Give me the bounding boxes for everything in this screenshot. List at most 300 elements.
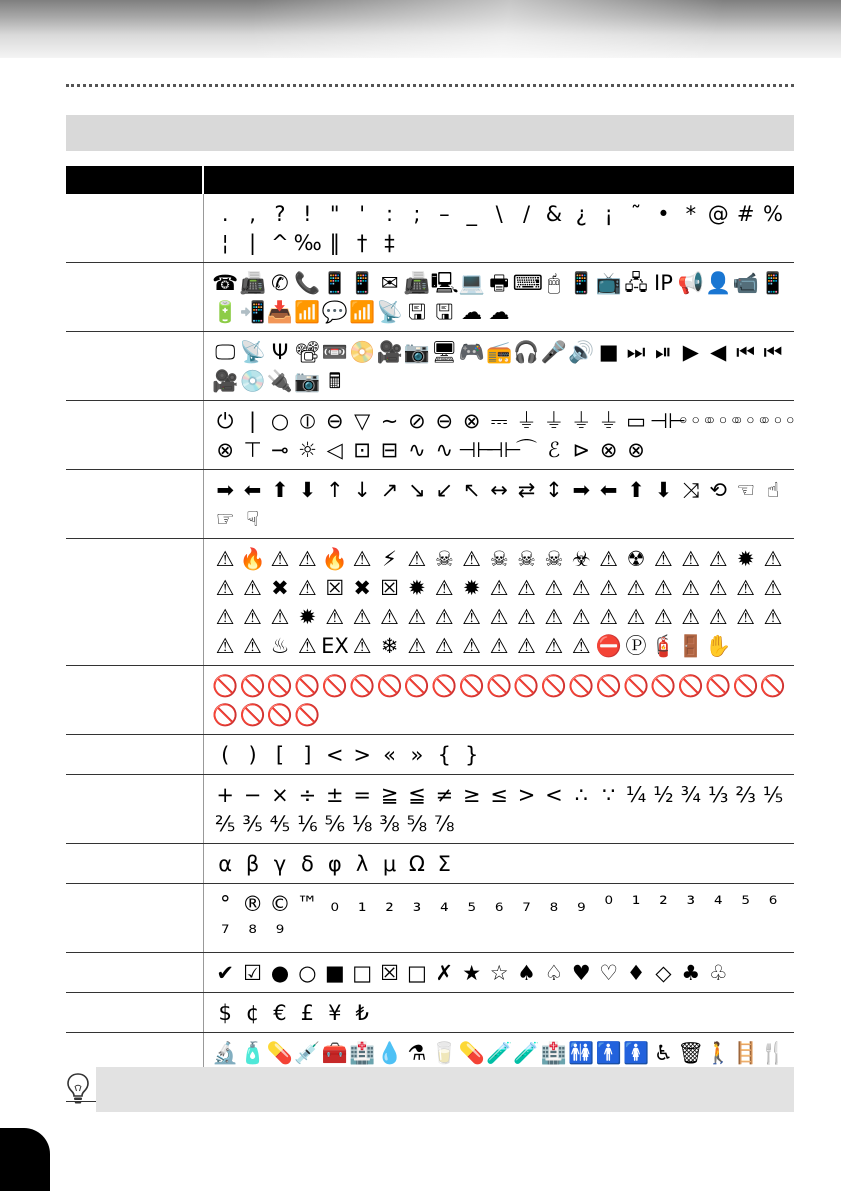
symbol-list — [204, 194, 795, 262]
table-row — [66, 953, 794, 993]
symbol: ⏚ — [515, 409, 537, 433]
symbol: 🚻 — [568, 1041, 595, 1065]
symbol: & — [545, 202, 563, 226]
symbol: ⊘ — [408, 409, 426, 433]
symbol: 📱 — [321, 271, 348, 295]
symbol: * — [685, 202, 697, 226]
symbol: ⚠ — [434, 634, 454, 658]
symbols-cell-greek — [203, 844, 794, 884]
symbol: ✗ — [435, 961, 454, 985]
section-bar — [66, 115, 794, 151]
symbol: ⚠ — [681, 605, 701, 629]
symbol: ⚠ — [571, 634, 591, 658]
symbol: 🖶 — [489, 271, 510, 295]
symbols-cell-business — [203, 263, 794, 332]
symbol: ➡ — [572, 478, 591, 502]
symbol: 🚫 — [294, 674, 321, 698]
table-row — [66, 263, 794, 332]
symbol: 🚫 — [540, 674, 567, 698]
symbol: [ — [275, 743, 285, 767]
symbol: ☝ — [766, 478, 780, 502]
symbol: ↗ — [380, 478, 399, 502]
symbol: ⚠ — [544, 605, 564, 629]
symbol: 🎥 — [376, 340, 403, 364]
symbol: ⚠ — [407, 634, 427, 658]
symbol: ⚠ — [599, 605, 619, 629]
symbol: ☆ — [489, 961, 509, 985]
symbol: 🚫 — [294, 703, 321, 727]
symbol: 🚫 — [650, 674, 677, 698]
symbol: ♨ — [270, 634, 290, 658]
symbol: 🚫 — [376, 674, 403, 698]
symbol: ! — [303, 202, 312, 226]
symbol: ☢ — [626, 547, 646, 571]
table-header-row — [66, 166, 794, 194]
symbol: ⚡ — [382, 547, 397, 571]
symbol: ▭ — [626, 409, 646, 433]
symbol: ➡ — [216, 478, 234, 502]
symbol: ☒ — [380, 576, 399, 600]
symbol: ⚗ — [407, 1041, 427, 1065]
symbol: ⊤ — [243, 438, 262, 462]
symbol: ⬇ — [298, 478, 317, 502]
symbol: 💊 — [266, 1041, 294, 1065]
symbol: ⚠ — [599, 576, 619, 600]
symbol-list — [204, 735, 795, 774]
symbol: ™ — [296, 892, 318, 916]
symbol-list — [204, 332, 795, 400]
symbol: 📠 — [239, 271, 266, 295]
symbol: 📱 — [349, 271, 376, 295]
symbol: ✹ — [298, 605, 317, 629]
symbol: ? — [274, 202, 286, 226]
symbol: ⁰ — [604, 892, 613, 916]
symbol: ⊗ — [599, 438, 618, 462]
symbol: > — [353, 743, 371, 767]
symbol: ₁ — [357, 892, 367, 916]
table-row — [66, 666, 794, 735]
symbol: € — [273, 1001, 287, 1025]
symbol: 🗑 — [677, 1041, 705, 1065]
symbol-list — [204, 666, 795, 734]
symbol: ¢ — [245, 1001, 260, 1025]
symbol: ✹ — [736, 547, 755, 571]
symbol: 🖳 — [430, 271, 459, 295]
symbol: 🖫 — [407, 300, 426, 324]
symbol: 🎤 — [540, 340, 567, 364]
symbol: 🔊 — [568, 340, 595, 364]
symbol: ² — [659, 892, 668, 916]
symbol: ⚠ — [243, 576, 262, 600]
symbol: $ — [218, 1001, 232, 1025]
symbol: ⚠ — [297, 547, 317, 571]
symbol: ☠ — [544, 547, 564, 571]
symbol: λ — [355, 852, 369, 876]
symbol: . — [221, 202, 229, 226]
symbol: ◦◦◦ — [759, 409, 797, 433]
symbol: 🚫 — [239, 674, 266, 698]
symbol: ⚠ — [626, 576, 646, 600]
symbol: ♧ — [708, 961, 728, 985]
symbol: ⤨ — [682, 478, 700, 502]
symbol: 🚫 — [431, 674, 458, 698]
symbol: ⇄ — [517, 478, 536, 502]
table-row — [66, 332, 794, 401]
symbol: ¥ — [328, 1001, 342, 1025]
symbol: ☒ — [325, 576, 345, 600]
dotted-rule — [66, 84, 794, 87]
symbol: ☒ — [380, 961, 399, 985]
symbol: ↕ — [545, 478, 563, 502]
symbol: ⚠ — [215, 605, 235, 629]
symbol: □ — [352, 961, 373, 985]
symbol: 📽 — [294, 340, 321, 364]
symbol: ⚠ — [681, 576, 701, 600]
category-cell-punctuation — [66, 194, 203, 263]
symbol: ⚠ — [215, 547, 235, 571]
symbol: ‰ — [293, 231, 322, 255]
symbol: ⏯ — [655, 340, 672, 364]
symbol: ✋ — [705, 634, 732, 658]
symbol: 🖱 — [547, 271, 561, 295]
symbol: ⚠ — [544, 634, 564, 658]
header-band — [0, 0, 841, 58]
symbol: 🚫 — [266, 703, 294, 727]
symbol: 🧪 — [513, 1041, 540, 1065]
symbol: 🚫 — [568, 674, 595, 698]
symbol: ¿ — [575, 202, 587, 226]
symbol: ₂ — [385, 892, 394, 916]
symbols-cell-safety — [203, 539, 794, 666]
symbol: ↘ — [408, 478, 426, 502]
symbol: ⅓ — [708, 783, 729, 807]
symbol: 🚫 — [677, 674, 704, 698]
symbol: ⚠ — [489, 576, 509, 600]
symbol: 📱 — [759, 271, 787, 295]
symbol: ⚠ — [571, 576, 591, 600]
symbol: ✆ — [271, 271, 289, 295]
symbol: ) — [248, 743, 257, 767]
table-row — [66, 775, 794, 844]
symbol: EX — [321, 634, 349, 658]
symbol: 📷 — [294, 369, 321, 393]
symbol: 🔥 — [239, 547, 266, 571]
symbol: ♣ — [681, 961, 701, 985]
symbol: ⚠ — [517, 605, 536, 629]
symbol: < — [545, 783, 563, 807]
symbol: ⚠ — [352, 605, 372, 629]
symbol: – — [439, 202, 450, 226]
symbol: 🎥 — [212, 369, 239, 393]
symbol: ¼ — [625, 783, 647, 807]
symbol: ⬇ — [654, 478, 673, 502]
symbol: ☠ — [434, 547, 454, 571]
symbol: ⅗ — [242, 812, 263, 836]
symbol: 📡 — [376, 300, 403, 324]
symbol: ▽ — [354, 409, 371, 433]
symbol: ◁ — [326, 438, 343, 462]
symbols-cell-mathematics — [203, 775, 794, 844]
symbol: ⎓ — [490, 409, 508, 433]
category-cell-brackets — [66, 735, 203, 775]
symbol: ( — [221, 743, 230, 767]
symbol: ℰ — [547, 438, 561, 462]
symbol: 🏥 — [349, 1041, 376, 1065]
symbol: ⚠ — [434, 576, 454, 600]
symbol: ☞ — [215, 507, 235, 531]
symbol: 🚫 — [486, 674, 513, 698]
symbol: ⊟ — [380, 438, 399, 462]
symbol: ® — [242, 892, 264, 916]
symbol: 🔬 — [212, 1041, 239, 1065]
symbol: \ — [495, 202, 503, 226]
symbol: ↑ — [325, 478, 344, 502]
symbol: α — [218, 852, 233, 876]
symbol: ⚠ — [407, 547, 427, 571]
symbol: + — [216, 783, 234, 807]
symbol: ⚠ — [654, 576, 673, 600]
symbol: 💊 — [458, 1041, 485, 1065]
symbol: 🪜 — [732, 1041, 759, 1065]
symbol: ⚠ — [325, 605, 345, 629]
symbol: 🚫 — [266, 674, 294, 698]
symbol: ⏮ — [736, 340, 756, 364]
symbol: 🧰 — [321, 1041, 348, 1065]
symbol: ₇ — [522, 892, 531, 916]
symbol: ⚠ — [352, 634, 372, 658]
symbol: ⚠ — [763, 605, 783, 629]
symbol: ¦ — [221, 231, 229, 255]
symbol: ○ — [270, 409, 290, 433]
table-row — [66, 884, 794, 953]
symbol: ⊖ — [435, 409, 454, 433]
symbol: ⚠ — [489, 634, 509, 658]
symbol: 🚫 — [212, 703, 239, 727]
symbol: » — [410, 743, 424, 767]
symbol: ⚠ — [654, 547, 673, 571]
page-tab — [0, 1128, 50, 1191]
symbol: 💉 — [294, 1041, 321, 1065]
note-box — [96, 1067, 794, 1112]
symbol: ◦◦◦ — [731, 409, 770, 433]
symbol: 📡 — [239, 340, 266, 364]
symbol: ± — [325, 783, 344, 807]
symbol: ⚠ — [626, 605, 646, 629]
symbol: × — [271, 783, 289, 807]
symbol: / — [522, 202, 531, 226]
symbol: ⅘ — [269, 812, 291, 836]
symbol: 📱 — [568, 271, 595, 295]
symbol: ⬅ — [599, 478, 618, 502]
symbol: ↖ — [462, 478, 481, 502]
symbol: ⊗ — [627, 438, 645, 462]
symbol: ∼ — [380, 409, 399, 433]
symbol: 🚫 — [321, 674, 348, 698]
symbol: ⚠ — [297, 634, 317, 658]
symbol: % — [763, 202, 783, 226]
symbol: 🚺 — [622, 1041, 650, 1065]
symbol: ⚠ — [736, 605, 756, 629]
symbol: " — [329, 202, 340, 226]
table-row — [66, 539, 794, 666]
symbol: 📠 — [403, 271, 430, 295]
table-body — [66, 194, 797, 1102]
symbol: ♥ — [571, 961, 591, 985]
symbol: 🚫 — [212, 674, 239, 698]
symbol: ∿ — [408, 438, 426, 462]
symbol: @ — [707, 202, 729, 226]
symbol: ☠ — [489, 547, 509, 571]
symbol: ₅ — [467, 892, 476, 916]
symbol: ₆ — [494, 892, 504, 916]
symbol: ₉ — [577, 892, 586, 916]
symbol: − — [243, 783, 262, 807]
symbol: ≥ — [462, 783, 481, 807]
symbol: 💬 — [321, 300, 348, 324]
symbol: 📷 — [403, 340, 430, 364]
category-cell-electrical — [66, 401, 203, 470]
category-cell-prohibition — [66, 666, 203, 735]
symbol: ☁ — [488, 300, 510, 324]
symbol: ⬆ — [627, 478, 645, 502]
symbol: Ω — [408, 852, 425, 876]
symbol-table — [66, 166, 797, 1102]
symbol: ☠ — [517, 547, 536, 571]
symbol: ⏮ — [763, 340, 783, 364]
symbols-cell-audio-visual — [203, 332, 794, 401]
symbol: 👤 — [705, 271, 732, 295]
symbols-cell-arrows — [203, 470, 794, 539]
symbol: ⚠ — [708, 576, 728, 600]
symbol: ⚠ — [434, 605, 454, 629]
symbol: γ — [273, 852, 287, 876]
symbol: 🖵 — [215, 340, 236, 364]
symbol: ₺ — [355, 1001, 369, 1025]
symbol: { — [437, 743, 451, 767]
symbol: 💻 — [458, 271, 485, 295]
symbol: ⚠ — [489, 605, 509, 629]
symbol: ▶ — [682, 340, 699, 364]
symbols-cell-prohibition — [203, 666, 794, 735]
symbol: ⊖ — [325, 409, 344, 433]
symbol: ⏻ — [216, 409, 234, 433]
symbol: | — [249, 409, 257, 433]
symbol: ■ — [598, 340, 619, 364]
symbol: ☁ — [461, 300, 483, 324]
symbol: ↙ — [435, 478, 454, 502]
symbol: ⏭ — [626, 340, 646, 364]
symbol: ⚠ — [407, 605, 427, 629]
symbol: ⊳ — [572, 438, 591, 462]
symbol: 🚫 — [513, 674, 540, 698]
symbol: ❄ — [380, 634, 399, 658]
symbol: ✖ — [271, 576, 289, 600]
symbol: 📞 — [294, 271, 321, 295]
symbol: 🧪 — [486, 1041, 513, 1065]
symbol: ˜ — [630, 202, 642, 226]
symbol: | — [249, 231, 257, 255]
symbol: ⚠ — [571, 605, 591, 629]
symbol: ✔ — [216, 961, 234, 985]
symbol: ⚠ — [736, 576, 756, 600]
symbol: ♠ — [517, 961, 536, 985]
category-cell-marks — [66, 953, 203, 993]
symbol: ⊗ — [462, 409, 481, 433]
symbol: ⚠ — [462, 605, 482, 629]
symbol: 🔌 — [266, 369, 294, 393]
symbol: ⏚ — [570, 409, 592, 433]
symbol: 🚫 — [622, 674, 650, 698]
symbol-list — [204, 953, 795, 992]
symbols-cell-super-subscript — [203, 884, 794, 953]
symbol: ‖ — [329, 231, 340, 255]
symbol: • — [657, 202, 670, 226]
symbol: ◀ — [710, 340, 727, 364]
category-cell-audio-visual — [66, 332, 203, 401]
symbol: ∴ — [574, 783, 588, 807]
symbol: □ — [407, 961, 427, 985]
symbols-cell-punctuation — [203, 194, 794, 263]
symbols-cell-brackets — [203, 735, 794, 775]
symbol: ⅝ — [406, 812, 428, 836]
category-cell-safety — [66, 539, 203, 666]
symbol: ⚠ — [297, 576, 317, 600]
symbol: ⌨ — [512, 271, 544, 295]
symbol-list — [204, 539, 795, 665]
symbol: ♿ — [654, 1041, 673, 1065]
symbol: ⚠ — [352, 547, 372, 571]
symbol: ⚠ — [708, 547, 728, 571]
symbol: ⚠ — [270, 605, 290, 629]
symbol: ⌒ — [515, 438, 537, 462]
symbol: 📹 — [732, 271, 759, 295]
symbol: ⚠ — [517, 634, 536, 658]
symbol: 📶 — [349, 300, 376, 324]
symbol: ⅞ — [434, 812, 455, 836]
symbol-list — [204, 470, 795, 538]
symbol: 🔥 — [321, 547, 348, 571]
symbol: : — [386, 202, 394, 226]
symbol: ⚠ — [763, 547, 783, 571]
symbol-list — [204, 775, 795, 843]
symbols-cell-electrical — [203, 401, 797, 470]
symbol: ↔ — [490, 478, 508, 502]
symbol: = — [353, 783, 371, 807]
symbol: © — [269, 892, 291, 916]
symbol: ÷ — [298, 783, 317, 807]
symbol: 🚫 — [349, 674, 376, 698]
category-cell-super-subscript — [66, 884, 203, 953]
symbol: ⚠ — [462, 547, 482, 571]
symbol: ✹ — [408, 576, 426, 600]
symbol: ⁷ — [220, 921, 230, 945]
symbol: ₈ — [549, 892, 559, 916]
symbol: ³ — [686, 892, 696, 916]
symbol: ∵ — [601, 783, 616, 807]
symbol: 🚫 — [403, 674, 430, 698]
symbol-list — [204, 884, 795, 952]
symbol: 🧯 — [650, 634, 677, 658]
table-row — [66, 993, 794, 1033]
table-row — [66, 844, 794, 884]
symbol: ⅚ — [324, 812, 345, 836]
symbol: Ψ — [271, 340, 289, 364]
symbols-cell-currency — [203, 993, 794, 1033]
symbol: 🚹 — [595, 1041, 622, 1065]
symbol: ⊣⊢ — [458, 438, 495, 462]
symbol: ♦ — [626, 961, 646, 985]
symbol: 📥 — [266, 300, 294, 324]
